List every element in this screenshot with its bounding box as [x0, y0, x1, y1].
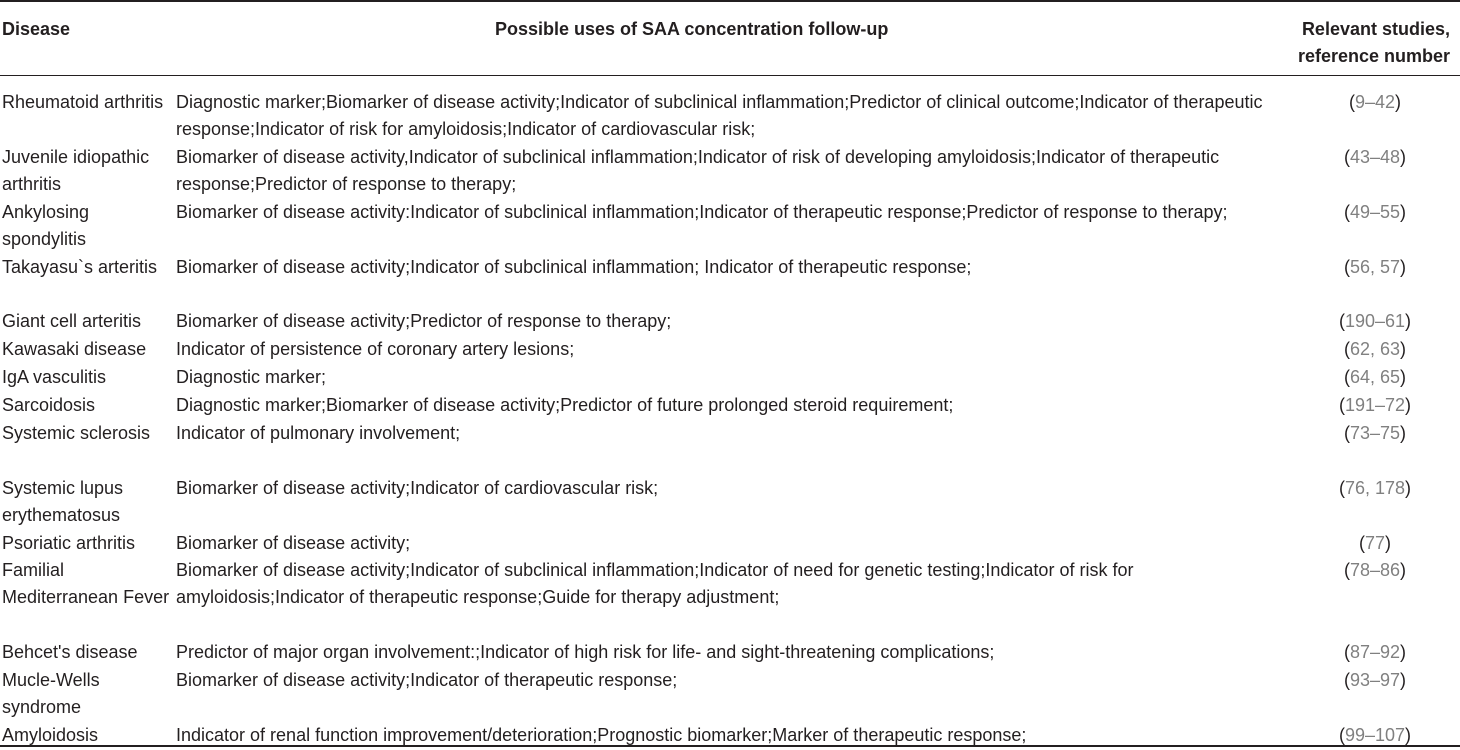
table-row — [0, 364, 1460, 392]
disease-cell: Rheumatoid arthritis — [2, 92, 164, 112]
reference-cell: (73–75) — [1343, 423, 1407, 443]
reference-cell: (49–55) — [1343, 202, 1407, 222]
disease-cell: Kawasaki disease — [2, 339, 147, 359]
reference-link[interactable]: 73–75 — [1349, 423, 1401, 443]
reference-cell: (62, 63) — [1343, 339, 1407, 359]
disease-cell: Familial Mediterranean Fever — [2, 560, 170, 607]
header-disease: Disease — [2, 19, 71, 39]
uses-cell: Diagnostic marker; — [176, 367, 327, 387]
uses-cell: Indicator of renal function improvement/deterioration;Prognostic biomarker;Marker of therapeutic response; — [176, 725, 1027, 745]
table-row — [0, 392, 1460, 420]
header-divider-rule — [0, 75, 1460, 76]
reference-cell: (76, 178) — [1338, 478, 1412, 498]
reference-link[interactable]: 77 — [1364, 533, 1386, 553]
header-reference-line1: Relevant studies, — [1301, 19, 1450, 39]
reference-link[interactable]: 56, 57 — [1349, 257, 1401, 277]
reference-link[interactable]: 76, 178 — [1344, 478, 1406, 498]
reference-link[interactable]: 99–107 — [1344, 725, 1406, 745]
header-reference — [1298, 16, 1450, 70]
reference-cell: (87–92) — [1343, 642, 1407, 662]
uses-cell: Biomarker of disease activity,Indicator of subclinical inflammation;Indicator of risk of developing amyloidosis;Indicator of therapeutic response;Predictor of response to therapy; — [176, 147, 1220, 194]
disease-cell: Systemic lupus erythematosus — [2, 478, 124, 525]
uses-cell: Indicator of pulmonary involvement; — [176, 423, 461, 443]
table-top-rule — [0, 0, 1460, 2]
table-row — [0, 667, 1460, 722]
table-row — [0, 420, 1460, 475]
reference-link[interactable]: 62, 63 — [1349, 339, 1401, 359]
reference-cell: (191–72) — [1338, 395, 1412, 415]
reference-link[interactable]: 191–72 — [1344, 395, 1406, 415]
uses-cell: Diagnostic marker;Biomarker of disease activity;Indicator of subclinical inflammation;Predictor of clinical outcome;Indicator of therapeutic response;Indicator of risk for amyloidosis;Indicator of cardiovascular risk; — [176, 92, 1263, 139]
uses-cell: Biomarker of disease activity;Predictor of response to therapy; — [176, 311, 672, 331]
disease-cell: Juvenile idiopathic arthritis — [2, 147, 150, 194]
table-row — [0, 336, 1460, 364]
reference-link[interactable]: 87–92 — [1349, 642, 1401, 662]
table-body — [0, 89, 1460, 750]
reference-cell: (93–97) — [1343, 670, 1407, 690]
header-reference-line2: reference number — [1297, 46, 1450, 66]
table-row — [0, 144, 1460, 199]
reference-link[interactable]: 78–86 — [1349, 560, 1401, 580]
uses-cell: Predictor of major organ involvement:;Indicator of high risk for life- and sight-threatening complications; — [176, 642, 995, 662]
reference-link[interactable]: 93–97 — [1349, 670, 1401, 690]
uses-cell: Biomarker of disease activity; — [176, 533, 411, 553]
reference-cell: (64, 65) — [1343, 367, 1407, 387]
uses-cell: Biomarker of disease activity;Indicator of subclinical inflammation;Indicator of need for genetic testing;Indicator of risk for amyloidosis;Indicator of therapeutic response;Guide for therapy adjustment; — [176, 560, 1134, 607]
disease-cell: Mucle-Wells syndrome — [2, 670, 100, 717]
reference-link[interactable]: 9–42 — [1354, 92, 1396, 112]
uses-cell: Biomarker of disease activity;Indicator of cardiovascular risk; — [176, 478, 659, 498]
uses-cell: Indicator of persistence of coronary artery lesions; — [176, 339, 575, 359]
disease-cell: Psoriatic arthritis — [2, 533, 136, 553]
uses-cell: Diagnostic marker;Biomarker of disease activity;Predictor of future prolonged steroid requirement; — [176, 395, 954, 415]
reference-cell: (43–48) — [1343, 147, 1407, 167]
disease-cell: Amyloidosis — [2, 725, 99, 745]
disease-cell: Takayasu`s arteritis — [2, 257, 158, 277]
reference-cell: (77) — [1358, 533, 1392, 553]
reference-cell: (190–61) — [1338, 311, 1412, 331]
table-row — [0, 639, 1460, 667]
uses-cell: Biomarker of disease activity;Indicator of subclinical inflammation; Indicator of therapeutic response; — [176, 257, 972, 277]
disease-cell: Sarcoidosis — [2, 395, 96, 415]
table-row — [0, 199, 1460, 254]
reference-link[interactable]: 64, 65 — [1349, 367, 1401, 387]
disease-cell: Ankylosing spondylitis — [2, 202, 90, 249]
reference-link[interactable]: 190–61 — [1344, 311, 1406, 331]
reference-cell: (56, 57) — [1343, 257, 1407, 277]
uses-cell: Biomarker of disease activity;Indicator of therapeutic response; — [176, 670, 678, 690]
table-row — [0, 530, 1460, 557]
reference-cell: (9–42) — [1348, 92, 1402, 112]
disease-cell: Systemic sclerosis — [2, 423, 151, 443]
header-uses: Possible uses of SAA concentration follow-up — [495, 19, 889, 39]
reference-cell: (99–107) — [1338, 725, 1412, 745]
table-row — [0, 308, 1460, 336]
table-row — [0, 557, 1460, 639]
uses-cell: Biomarker of disease activity:Indicator of subclinical inflammation;Indicator of therapeutic response;Predictor of response to therapy; — [176, 202, 1228, 222]
table-row — [0, 475, 1460, 530]
reference-link[interactable]: 49–55 — [1349, 202, 1401, 222]
disease-cell: IgA vasculitis — [2, 367, 107, 387]
disease-cell: Behcet's disease — [2, 642, 138, 662]
reference-cell: (78–86) — [1343, 560, 1407, 580]
table-row — [0, 89, 1460, 144]
disease-cell: Giant cell arteritis — [2, 311, 142, 331]
reference-link[interactable]: 43–48 — [1349, 147, 1401, 167]
table-row — [0, 254, 1460, 308]
